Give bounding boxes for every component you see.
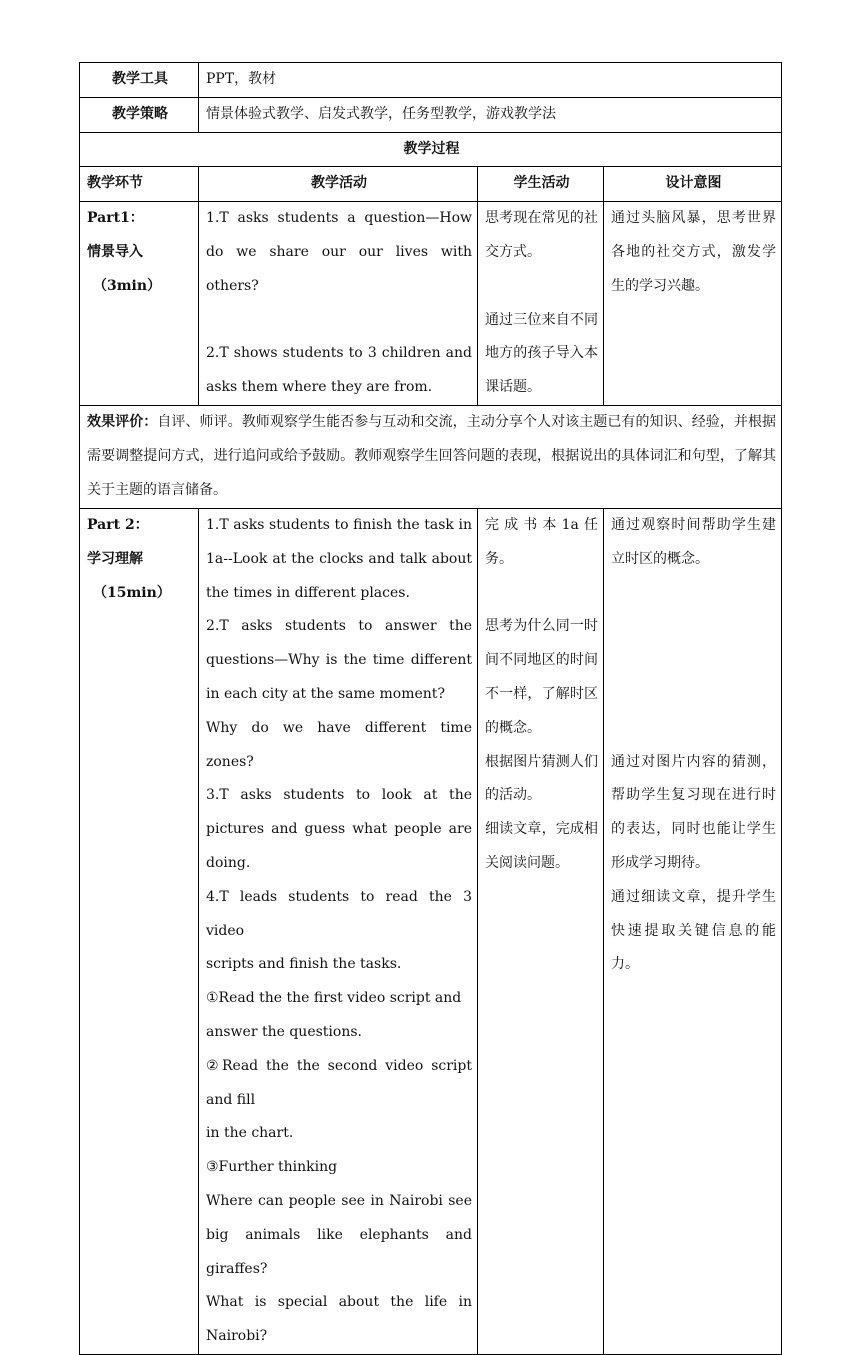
- strategy-value: 情景体验式教学、启发式教学，任务型教学，游戏教学法: [199, 97, 782, 132]
- spacer: [485, 270, 598, 304]
- part2-row: [80, 508, 782, 1354]
- evaluation-label: 效果评价：: [87, 413, 158, 430]
- part1-student-activity: 思考现在常见的社交方式。: [485, 210, 598, 260]
- part1-stage-cell: [80, 202, 199, 406]
- part1-student-activity: 通过三位来自不同地方的孩子导入本课话题。: [485, 311, 598, 396]
- part1-stage-title: Part1：: [87, 210, 144, 227]
- spacer: [611, 610, 776, 644]
- part1-stage-name: 情景导入: [87, 243, 143, 260]
- part1-intent-cell: 通过头脑风暴，思考世界各地的社交方式，激发学生的学习兴趣。: [604, 202, 782, 406]
- part2-teacher-line: ①Read the the first video script and: [206, 990, 462, 1007]
- part2-student-activity: 根据图片猜测人们的活动。: [485, 753, 598, 804]
- tools-label: 教学工具: [80, 63, 199, 98]
- part2-teacher-line: 3.T asks students to look at the pictures and guess what people are doing.: [206, 787, 472, 871]
- spacer: [611, 577, 776, 611]
- part2-teacher-cell: [199, 508, 478, 1354]
- part1-student-cell: [478, 202, 604, 406]
- evaluation-text: 自评、师评。教师观察学生能否参与互动和交流，主动分享个人对该主题已有的知识、经验，并根据需要调整提问方式，进行追问或给予鼓励。教师观察学生回答问题的表现，根据说出的具体词汇和句型，了解其关于主题的语言储备。: [87, 413, 777, 498]
- spacer: [611, 678, 776, 712]
- part2-stage-name: 学习理解: [87, 550, 143, 567]
- part1-teacher-cell: [199, 202, 478, 406]
- evaluation-cell: [80, 405, 782, 508]
- part2-intent-text: 通过细读文章，提升学生快速提取关键信息的能力。: [611, 888, 777, 973]
- part2-student-activity: 思考为什么同一时间不同地区的时间不一样，了解时区的概念。: [485, 618, 598, 736]
- tools-row: [80, 63, 782, 98]
- strategy-label: 教学策略: [80, 97, 199, 132]
- spacer: [611, 644, 776, 678]
- part2-student-cell: [478, 508, 604, 1354]
- part1-stage-time: （3min）: [93, 277, 162, 294]
- part2-student-activity: 细读文章，完成相关阅读问题。: [485, 821, 598, 871]
- column-header-intent: 设计意图: [604, 167, 782, 202]
- column-header-teacher: 教学活动: [199, 167, 478, 202]
- part2-teacher-line: 2.T asks students to answer the questions—Why is the time different in each city at the same moment?: [206, 618, 472, 702]
- column-header-stage: 教学环节: [80, 167, 199, 202]
- spacer: [611, 712, 776, 746]
- strategy-row: [80, 97, 782, 132]
- evaluation-row: [80, 405, 782, 508]
- part2-teacher-line: scripts and finish the tasks.: [206, 956, 402, 973]
- part2-teacher-line: Where can people see in Nairobi see big animals like elephants and giraffes?: [206, 1192, 472, 1277]
- lesson-plan-table: [79, 62, 782, 1355]
- spacer: [206, 304, 472, 338]
- part2-teacher-line: 4.T leads students to read the 3 video: [206, 888, 472, 939]
- part2-teacher-line: Why do we have different time zones?: [206, 719, 472, 770]
- part2-teacher-line: What is special about the life in Nairobi?: [206, 1294, 472, 1345]
- part2-stage-title: Part 2：: [87, 516, 149, 533]
- process-title: 教学过程: [80, 132, 782, 167]
- part2-teacher-line: ③Further thinking: [206, 1159, 338, 1176]
- spacer: [485, 577, 598, 611]
- part2-teacher-line: answer the questions.: [206, 1023, 362, 1040]
- part2-student-activity: 完成书本1a任务。: [485, 516, 598, 567]
- part2-intent-cell: [604, 508, 782, 1354]
- part2-intent-text: 通过对图片内容的猜测，帮助学生复习现在进行时的表达，同时也能让学生形成学习期待。: [611, 753, 777, 871]
- part1-row: [80, 202, 782, 406]
- part2-stage-cell: [80, 508, 199, 1354]
- process-title-row: [80, 132, 782, 167]
- part2-stage-time: （15min）: [93, 584, 171, 601]
- part2-teacher-line: ②Read the the second video script and fill: [206, 1057, 472, 1108]
- part1-teacher-activity: 1.T asks students a question—How do we share our our lives with others?: [206, 210, 472, 294]
- part2-intent-text: 通过观察时间帮助学生建立时区的概念。: [611, 516, 777, 567]
- column-header-student: 学生活动: [478, 167, 604, 202]
- part2-teacher-line: in the chart.: [206, 1125, 294, 1142]
- part1-teacher-activity: 2.T shows students to 3 children and asks them where they are from.: [206, 345, 472, 396]
- part2-teacher-line: 1.T asks students to finish the task in 1a--Look at the clocks and talk about the times in different places.: [206, 516, 472, 601]
- column-header-row: [80, 167, 782, 202]
- tools-value: PPT，教材: [199, 63, 782, 98]
